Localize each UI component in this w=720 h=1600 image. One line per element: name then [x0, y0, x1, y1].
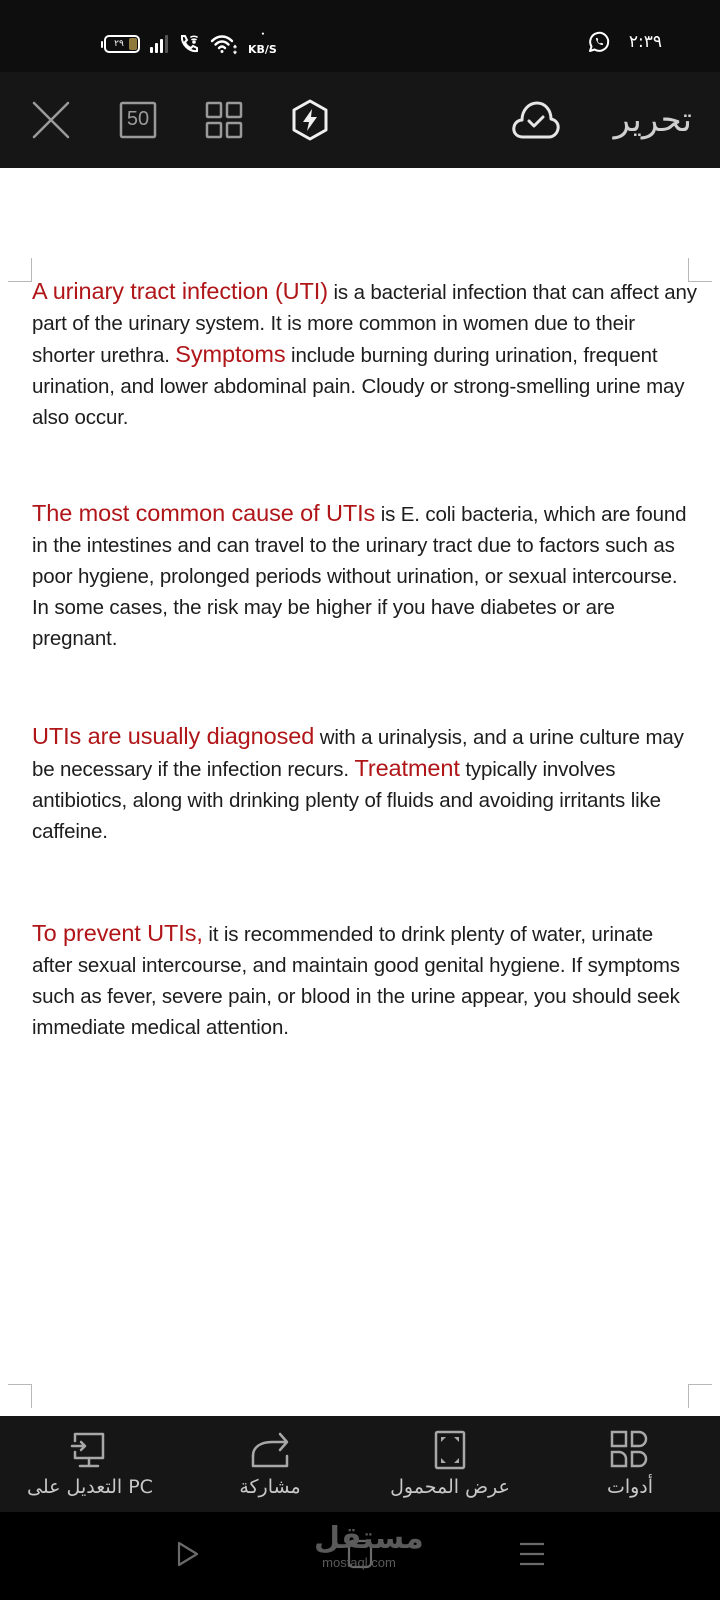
paragraph-diagnosis[interactable] — [32, 721, 697, 847]
battery-icon — [104, 35, 140, 53]
body-text: it is recommended to drink plenty of water, urinate after sexual intercourse, and maintain good genital hygiene. If symptoms such as fever, severe pain, or blood in the urine appear, you should seek immediate medical attention. — [32, 923, 680, 1039]
bottom-action-bar — [0, 1416, 720, 1512]
clock: ٢:٣٩ — [628, 32, 662, 52]
quick-action-button[interactable] — [286, 96, 334, 144]
highlight-text: To prevent UTIs, — [32, 920, 203, 946]
edit-on-pc-button[interactable] — [20, 1416, 160, 1512]
quick-action-icon — [290, 99, 330, 141]
watermark — [314, 1521, 424, 1570]
share-icon — [250, 1430, 290, 1470]
recents-button[interactable] — [512, 1534, 552, 1574]
watermark-arabic: مستقل — [314, 1521, 424, 1556]
whatsapp-icon — [587, 30, 611, 54]
tools-button[interactable] — [560, 1416, 700, 1512]
action-label: عرض المحمول — [390, 1476, 510, 1498]
action-label: أدوات — [606, 1476, 654, 1498]
wifi-calling-icon — [178, 33, 200, 55]
cloud-save-button[interactable] — [510, 96, 562, 144]
share-button[interactable] — [200, 1416, 340, 1512]
highlight-text: UTIs are usually diagnosed — [32, 723, 315, 749]
status-bar — [0, 0, 720, 72]
action-label: التعديل على PC — [27, 1476, 153, 1498]
mobile-view-button[interactable] — [380, 1416, 520, 1512]
page-count-button[interactable] — [114, 96, 162, 144]
back-icon — [175, 1540, 201, 1568]
signal-icon — [150, 35, 168, 53]
paragraph-definition[interactable] — [32, 276, 697, 433]
document-page — [0, 168, 720, 1416]
grid-view-button[interactable] — [200, 96, 248, 144]
edit-title[interactable]: تحرير — [613, 100, 692, 140]
margin-corner-bottom-right — [688, 1384, 712, 1408]
margin-corner-bottom-left — [8, 1384, 32, 1408]
margin-corner-top-left — [8, 258, 32, 282]
body-text: is a bacterial infection that can affect any part of the urinary system. It is more common in women due to their shorter urethra. — [32, 281, 697, 367]
tools-icon — [610, 1430, 650, 1470]
body-text: include burning during urination, frequent urination, and lower abdominal pain. Cloudy or strong-smelling urine may also occur. — [32, 344, 685, 429]
close-button[interactable] — [27, 96, 75, 144]
highlight-text: Symptoms — [175, 341, 286, 367]
status-icons-right — [587, 30, 662, 54]
paragraph-causes[interactable] — [32, 498, 697, 654]
body-text: with a urinalysis, and a urine culture may be necessary if the infection recurs. — [32, 726, 684, 781]
back-button[interactable] — [168, 1534, 208, 1574]
paragraph-prevention[interactable] — [32, 918, 697, 1043]
recents-icon — [518, 1540, 546, 1568]
close-icon — [31, 100, 71, 140]
cloud-saved-icon — [511, 99, 561, 141]
status-icons-left — [104, 32, 277, 56]
highlight-text: Treatment — [354, 755, 460, 781]
top-toolbar — [0, 72, 720, 168]
grid-view-icon — [205, 101, 243, 139]
highlight-text: A urinary tract infection (UTI) — [32, 278, 328, 304]
action-label: مشاركة — [239, 1476, 301, 1498]
highlight-text: The most common cause of UTIs — [32, 500, 376, 526]
network-speed: • KB/S — [248, 43, 277, 56]
battery-level: ٢٩ — [114, 39, 124, 49]
watermark-latin: mostaql.com — [322, 1555, 396, 1570]
wifi-icon — [210, 33, 238, 55]
page-count: 50 — [126, 108, 150, 130]
mobile-view-icon — [434, 1430, 466, 1470]
edit-on-pc-icon — [70, 1430, 110, 1470]
system-nav-bar — [0, 1512, 720, 1600]
body-text: is E. coli bacteria, which are found in the intestines and can travel to the urinary tract due to factors such as poor hygiene, prolonged periods without urination, or sexual intercourse. In some cases, the risk may be higher if you have diabetes or are pregnant. — [32, 503, 687, 650]
body-text: typically involves antibiotics, along with drinking plenty of fluids and avoiding irritants like caffeine. — [32, 758, 661, 843]
